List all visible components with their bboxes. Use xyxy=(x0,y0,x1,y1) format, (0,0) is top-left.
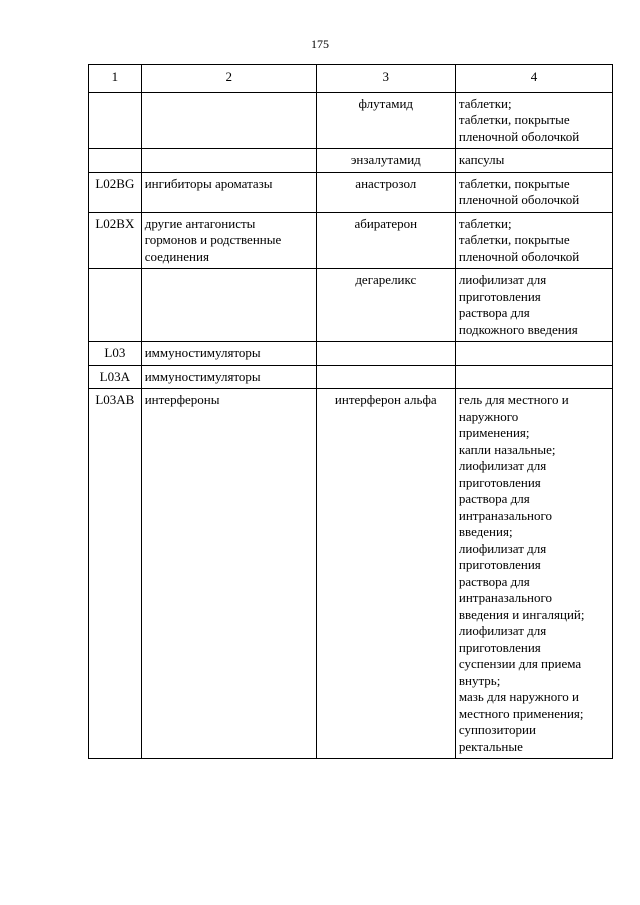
drug-name-cell xyxy=(316,342,455,366)
atc-code-cell xyxy=(89,149,142,173)
table-row xyxy=(89,365,613,389)
dosage-form-line: таблетки, покрытые xyxy=(458,112,570,127)
dosage-forms-cell xyxy=(455,212,612,269)
group-name-cell xyxy=(141,389,316,759)
group-name-line: иммуностимуляторы xyxy=(144,368,261,384)
column-header-4: 4 xyxy=(455,65,612,93)
group-name-line: гормонов и родственные xyxy=(144,232,282,247)
dosage-form-line: гель для местного и xyxy=(458,392,569,407)
atc-code-cell: L02BX xyxy=(89,212,142,269)
group-name-cell xyxy=(141,365,316,389)
table-header-row xyxy=(89,65,613,93)
table-body xyxy=(89,92,613,759)
dosage-form-line: лиофилизат для xyxy=(458,623,547,638)
drug-name-cell: абиратерон xyxy=(316,212,455,269)
table-row xyxy=(89,212,613,269)
dosage-form-line: капсулы xyxy=(458,152,505,167)
table-row xyxy=(89,269,613,342)
dosage-form-line: пленочной оболочкой xyxy=(458,128,580,144)
dosage-form-line: лиофилизат для xyxy=(458,272,547,287)
drug-name-cell: флутамид xyxy=(316,92,455,149)
drug-name-cell: интерферон альфа xyxy=(316,389,455,759)
dosage-form-line: суспензии для приема xyxy=(458,656,582,671)
dosage-form-line: приготовления xyxy=(458,474,541,490)
group-name-line: ингибиторы ароматазы xyxy=(144,175,273,191)
atc-code-cell: L03AB xyxy=(89,389,142,759)
column-header-1: 1 xyxy=(89,65,142,93)
dosage-form-line: лиофилизат для xyxy=(458,458,547,473)
dosage-form-line: лиофилизат для xyxy=(458,540,547,556)
dosage-form-line: введения и ингаляций; xyxy=(458,606,585,622)
dosage-form-line: приготовления xyxy=(458,557,541,572)
table-row xyxy=(89,342,613,366)
atc-code-cell xyxy=(89,269,142,342)
table-row xyxy=(89,172,613,212)
atc-code-cell: L03 xyxy=(89,342,142,366)
atc-code-cell: L03A xyxy=(89,365,142,389)
drug-name-cell: анастрозол xyxy=(316,172,455,212)
group-name-cell xyxy=(141,212,316,269)
dosage-form-line: интраназального xyxy=(458,507,553,523)
group-name-line: другие антагонисты xyxy=(144,215,256,231)
dosage-form-line: суппозитории xyxy=(458,722,536,737)
group-name-line: интерфероны xyxy=(144,392,220,407)
column-header-2: 2 xyxy=(141,65,316,93)
dosage-form-line: приготовления xyxy=(458,639,541,655)
table-row xyxy=(89,149,613,173)
group-name-line: соединения xyxy=(144,248,209,264)
dosage-forms-cell xyxy=(455,172,612,212)
dosage-form-line: пленочной оболочкой xyxy=(458,248,580,264)
drug-name-cell: дегареликс xyxy=(316,269,455,342)
group-name-cell xyxy=(141,342,316,366)
dosage-form-line: приготовления xyxy=(458,288,541,304)
atc-code-cell: L02BG xyxy=(89,172,142,212)
dosage-form-line: наружного xyxy=(458,408,519,424)
drug-table xyxy=(88,64,613,759)
table-row xyxy=(89,389,613,759)
dosage-form-line: раствора для xyxy=(458,491,530,506)
dosage-form-line: таблетки; xyxy=(458,215,512,231)
atc-code-cell xyxy=(89,92,142,149)
dosage-form-line: таблетки, покрытые xyxy=(458,232,570,247)
dosage-forms-cell xyxy=(455,342,612,366)
dosage-forms-cell xyxy=(455,92,612,149)
dosage-form-line: интраназального xyxy=(458,590,553,605)
drug-name-cell: энзалутамид xyxy=(316,149,455,173)
dosage-form-line: ректальные xyxy=(458,738,523,754)
group-name-cell xyxy=(141,269,316,342)
group-name-cell xyxy=(141,172,316,212)
dosage-form-line: подкожного введения xyxy=(458,321,578,337)
dosage-form-line: местного применения; xyxy=(458,705,584,721)
dosage-form-line: внутрь; xyxy=(458,672,501,688)
dosage-forms-cell xyxy=(455,269,612,342)
dosage-form-line: пленочной оболочкой xyxy=(458,192,580,207)
column-header-3: 3 xyxy=(316,65,455,93)
group-name-line: иммуностимуляторы xyxy=(144,345,261,360)
group-name-cell xyxy=(141,92,316,149)
group-name-cell xyxy=(141,149,316,173)
dosage-forms-cell xyxy=(455,365,612,389)
dosage-form-line: введения; xyxy=(458,524,513,539)
dosage-form-line: раствора для xyxy=(458,305,530,320)
dosage-form-line: мазь для наружного и xyxy=(458,689,579,704)
dosage-forms-cell xyxy=(455,149,612,173)
dosage-form-line: таблетки, покрытые xyxy=(458,175,570,191)
page-number: 175 xyxy=(311,37,329,51)
dosage-form-line: капли назальные; xyxy=(458,441,556,457)
drug-name-cell xyxy=(316,365,455,389)
dosage-form-line: раствора для xyxy=(458,573,530,589)
dosage-forms-cell xyxy=(455,389,612,759)
dosage-form-line: таблетки; xyxy=(458,95,512,111)
table-row xyxy=(89,92,613,149)
dosage-form-line: применения; xyxy=(458,425,530,440)
